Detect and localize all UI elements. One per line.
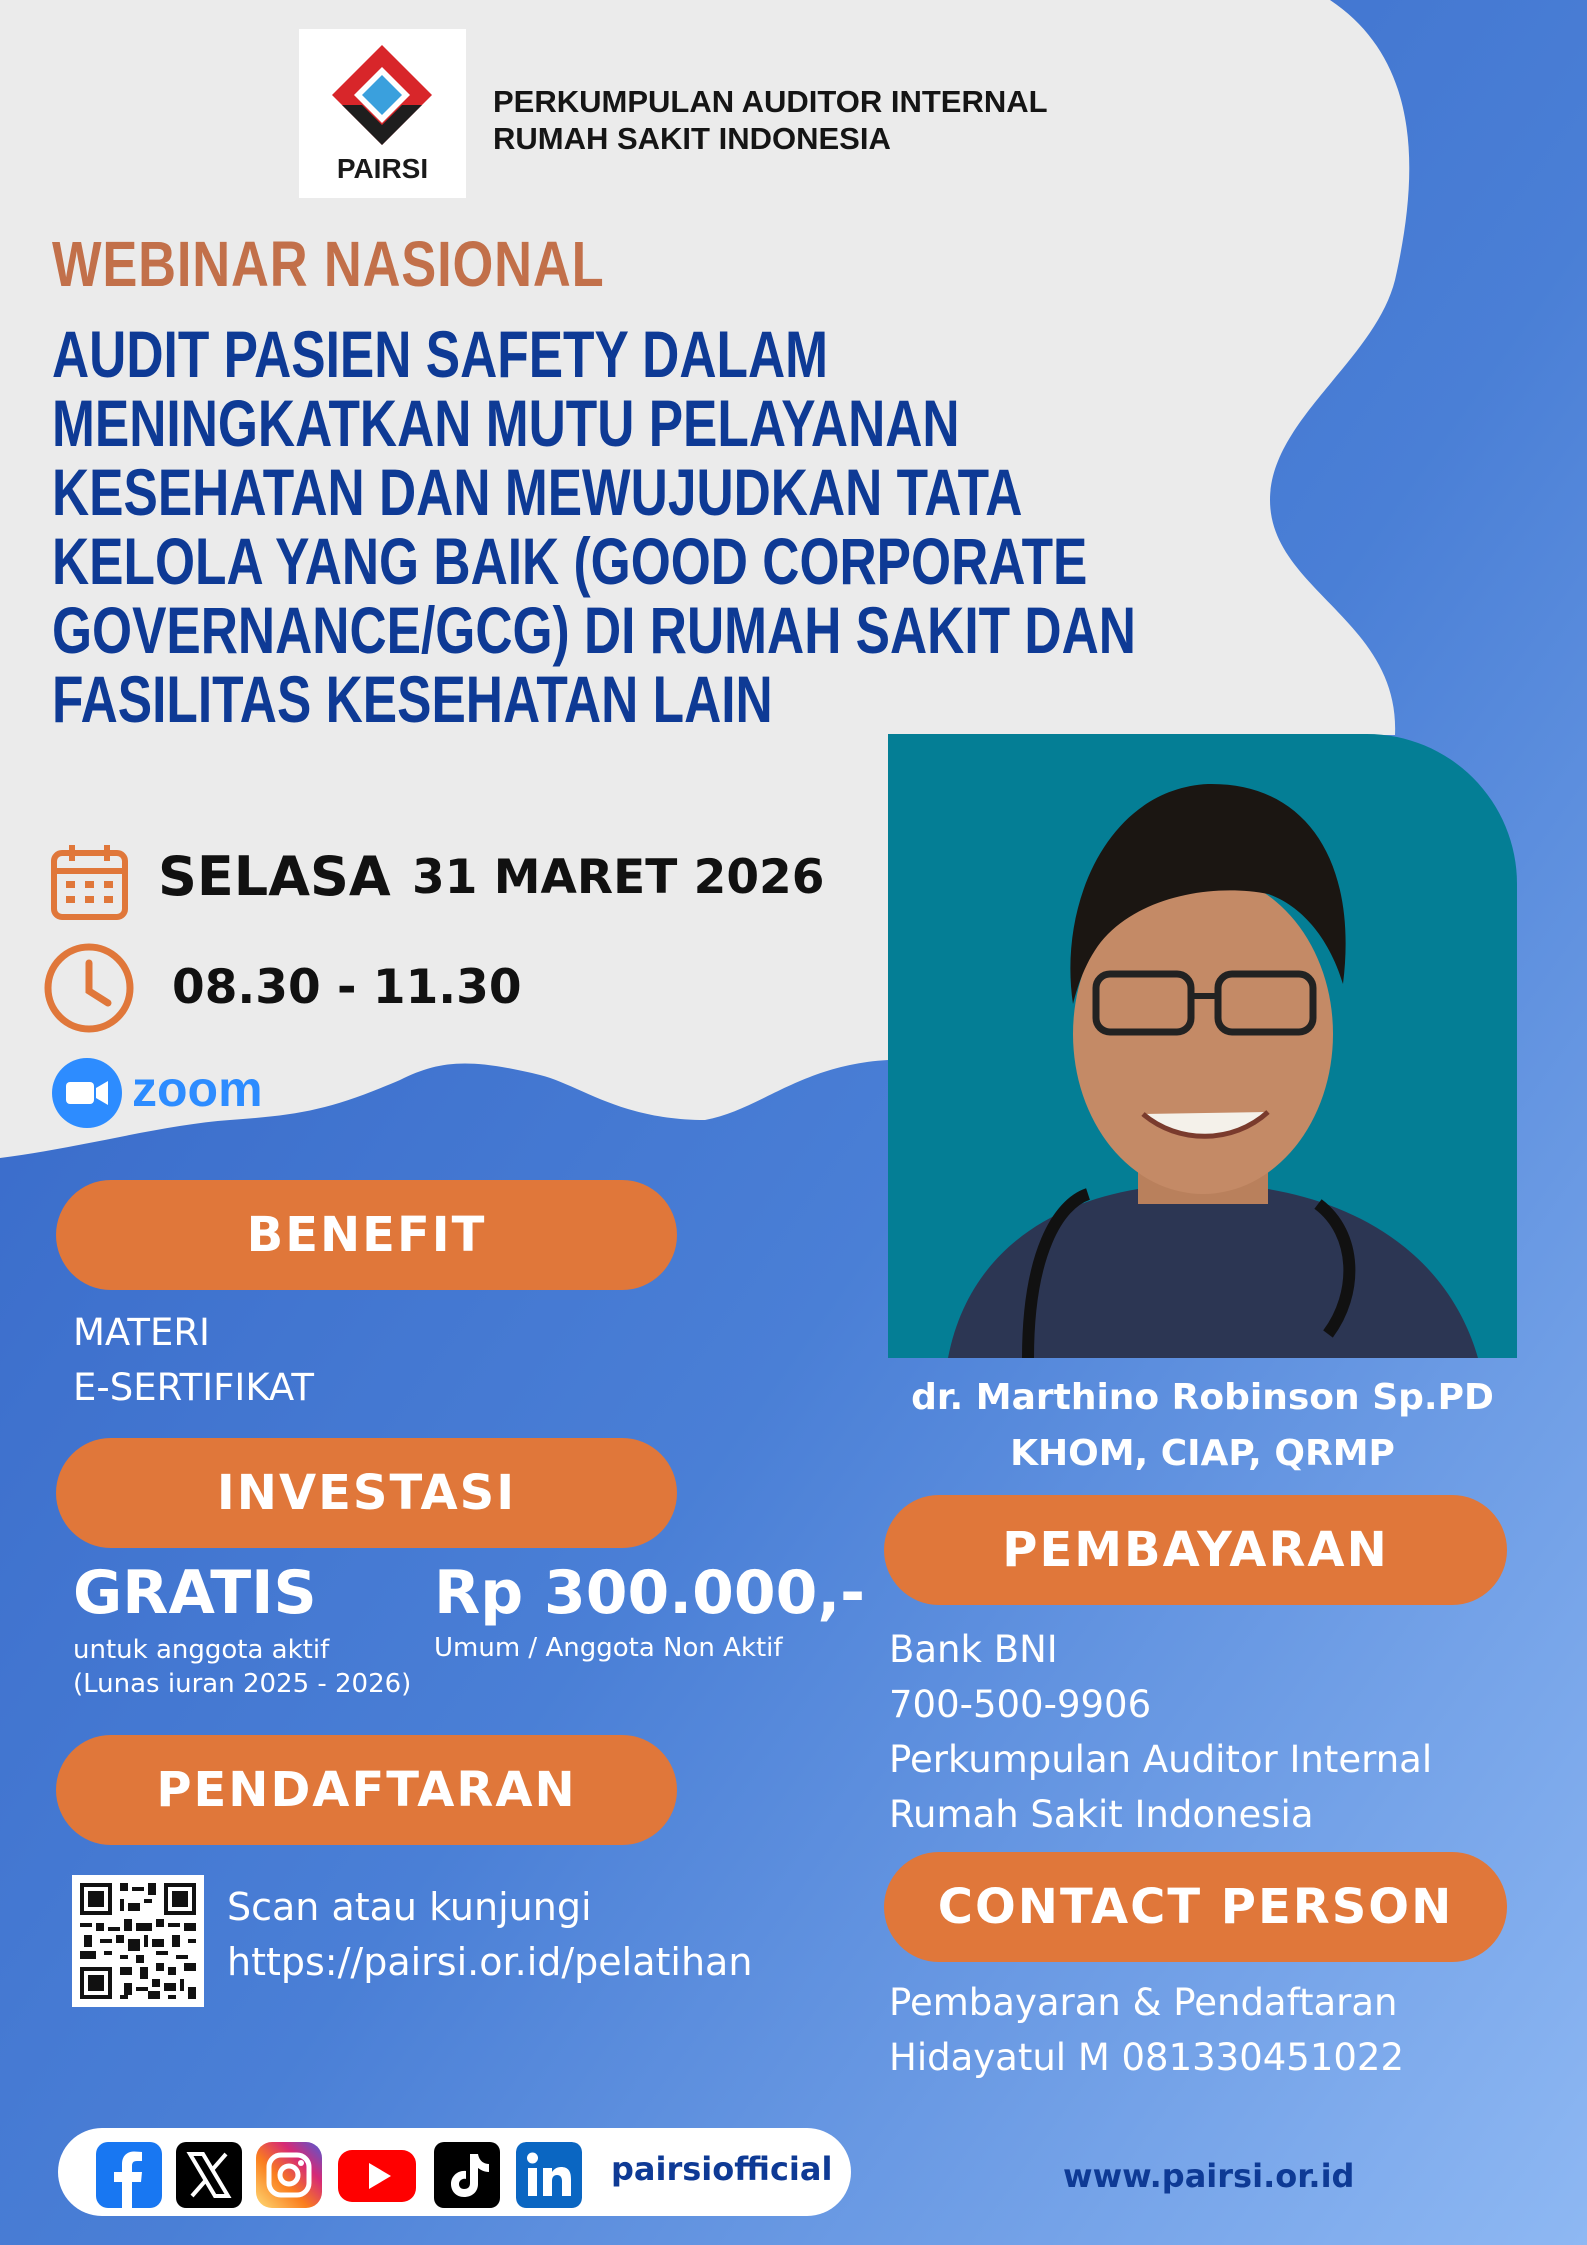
title-line: GOVERNANCE/GCG) DI RUMAH SAKIT DAN [52, 593, 1136, 667]
contact-line2: Hidayatul M 081330451022 [889, 2036, 1405, 2079]
tiktok-icon[interactable] [434, 2142, 500, 2208]
benefit-list [73, 1305, 314, 1415]
pendaftaran-line1: Scan atau kunjungi [227, 1885, 592, 1929]
event-title [52, 317, 1238, 736]
account-holder-line1: Perkumpulan Auditor Internal [889, 1738, 1433, 1781]
free-note-line1: untuk anggota aktif [73, 1635, 330, 1665]
org-name [493, 83, 1048, 157]
event-time: 08.30 - 11.30 [172, 960, 522, 1015]
event-date: 31 MARET 2026 [412, 850, 825, 905]
bank-name: Bank BNI [889, 1628, 1058, 1671]
contact-heading: CONTACT PERSON [884, 1852, 1507, 1962]
youtube-icon[interactable] [336, 2142, 418, 2208]
price-note: Umum / Anggota Non Aktif [434, 1633, 783, 1663]
contact-details [889, 1975, 1404, 2085]
title-line: KELOLA YANG BAIK (GOOD CORPORATE [52, 524, 1088, 598]
title-line: AUDIT PASIEN SAFETY DALAM [52, 317, 829, 391]
benefit-item: MATERI [73, 1311, 210, 1354]
pembayaran-details [889, 1622, 1432, 1842]
zoom-label: zoom [132, 1061, 263, 1117]
website-link[interactable]: www.pairsi.or.id [1063, 2157, 1355, 2195]
title-line: MENINGKATKAN MUTU PELAYANAN [52, 386, 960, 460]
zoom-icon [50, 1056, 124, 1130]
title-line: FASILITAS KESEHATAN LAIN [52, 662, 773, 736]
facebook-icon[interactable] [96, 2142, 162, 2208]
speaker-name: dr. Marthino Robinson Sp.PD [911, 1377, 1494, 1418]
speaker-caption [888, 1370, 1517, 1482]
price-label: Rp 300.000,- [434, 1558, 866, 1628]
pendaftaran-text [227, 1880, 752, 1990]
free-label: GRATIS [73, 1558, 317, 1628]
linkedin-icon[interactable] [516, 2142, 582, 2208]
contact-line1: Pembayaran & Pendaftaran [889, 1981, 1398, 2024]
pembayaran-heading: PEMBAYARAN [884, 1495, 1507, 1605]
speaker-credentials: KHOM, CIAP, QRMP [1010, 1433, 1395, 1474]
pendaftaran-heading: PENDAFTARAN [56, 1735, 677, 1845]
account-holder-line2: Rumah Sakit Indonesia [889, 1793, 1314, 1836]
investasi-heading: INVESTASI [56, 1438, 677, 1548]
logo-text: PAIRSI [336, 153, 429, 184]
speaker-photo [888, 734, 1517, 1358]
title-line: KESEHATAN DAN MEWUJUDKAN TATA [52, 455, 1023, 529]
benefit-item: E-SERTIFIKAT [73, 1366, 314, 1409]
free-note-line2: (Lunas iuran 2025 - 2026) [73, 1669, 412, 1699]
clock-icon [42, 941, 136, 1035]
org-name-line1: PERKUMPULAN AUDITOR INTERNAL [493, 84, 1048, 119]
account-number: 700-500-9906 [889, 1683, 1152, 1726]
x-icon[interactable] [176, 2142, 242, 2208]
social-handle[interactable]: pairsiofficial [611, 2150, 833, 2188]
benefit-heading: BENEFIT [56, 1180, 677, 1290]
pairsi-diamond-icon [329, 41, 436, 151]
free-note [73, 1633, 411, 1701]
instagram-icon[interactable] [256, 2142, 322, 2208]
event-kicker: WEBINAR NASIONAL [52, 228, 605, 300]
speaker-portrait [888, 734, 1517, 1358]
org-name-line2: RUMAH SAKIT INDONESIA [493, 121, 891, 156]
calendar-icon [50, 843, 129, 921]
pairsi-logo [299, 29, 466, 198]
event-day: SELASA [158, 845, 391, 908]
social-bar [58, 2128, 851, 2216]
pendaftaran-link[interactable]: https://pairsi.or.id/pelatihan [227, 1940, 753, 1984]
qr-code[interactable] [72, 1875, 204, 2007]
